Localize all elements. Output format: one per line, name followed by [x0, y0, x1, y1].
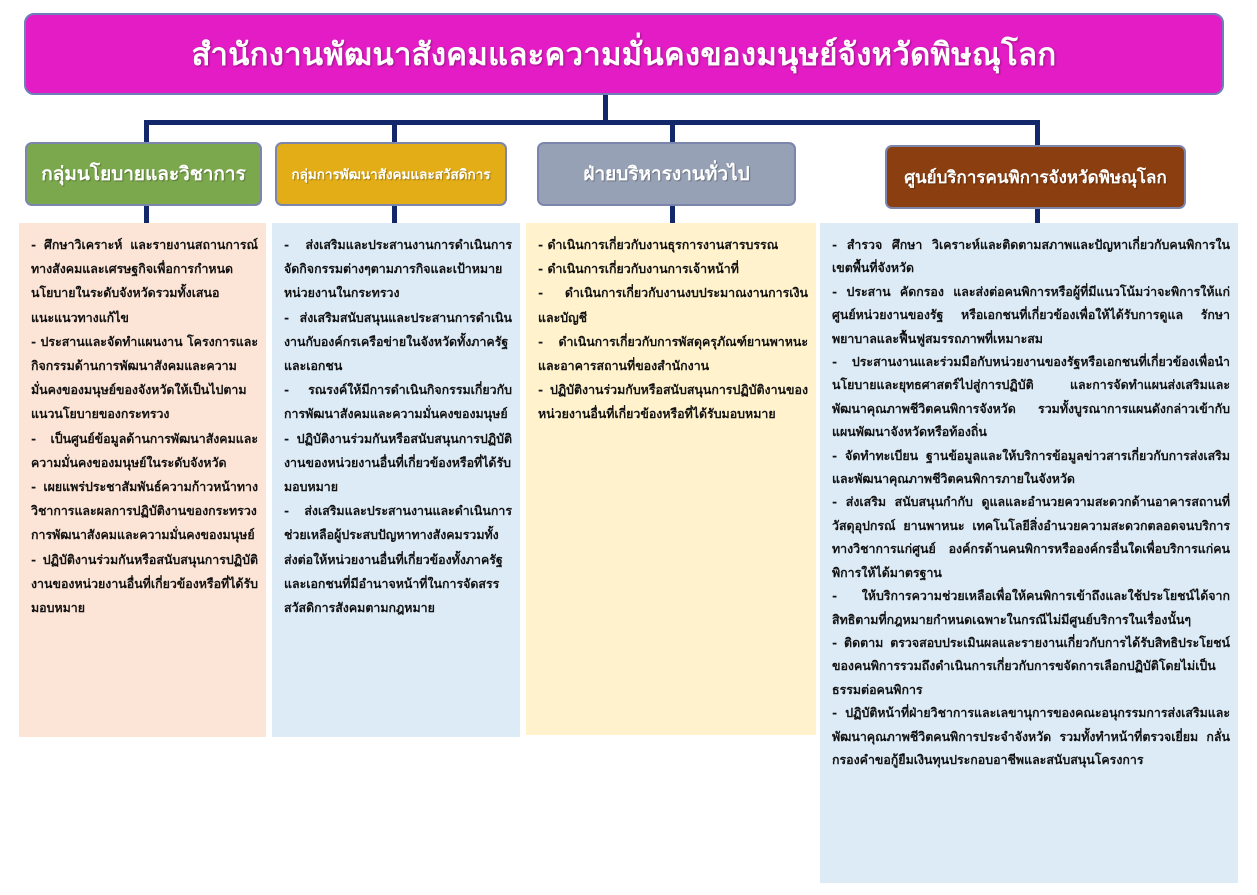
- connector-branch-3: [670, 120, 675, 144]
- connector-branch-1: [144, 120, 149, 144]
- list-item: - ส่งเสริม สนับสนุนกำกับ ดูแลและอำนวยความสะดวกด้านอาคารสถานที่ วัสดุอุปกรณ์ ยานพาหนะ เทคโนโลยีสิ่งอำนวยความสะดวกตลอดจนบริการทางวิชาการแก่ศูนย์ องค์กรด้านคนพิการหรือองค์กรอื่นใดเพื่อบริการแก่คนพิการให้ได้มาตรฐาน: [832, 494, 1230, 580]
- heading-general-admin: [537, 142, 796, 206]
- list-item: - ส่งเสริมและประสานงานและดำเนินการช่วยเหลือผู้ประสบปัญหาทางสังคมรวมทั้งส่งต่อให้หน่วยงานอื่นที่เกี่ยวข้องทั้งภาครัฐและเอกชนที่มีอำนาจหน้าที่ในการจัดสรรสวัสดิการสังคมตามกฎหมาย: [284, 503, 512, 616]
- connector-down-2: [392, 206, 397, 223]
- list-item: - ปฏิบัติงานร่วมกับหรือสนับสนุนการปฏิบัติงานของหน่วยงานอื่นที่เกี่ยวข้องหรือที่ได้รับมอบหมาย: [538, 382, 808, 422]
- heading-social-welfare-text: กลุ่มการพัฒนาสังคมและสวัสดิการ: [291, 167, 491, 183]
- heading-disability-center: [885, 145, 1186, 209]
- list-item: - ส่งเสริมและประสานงานการดำเนินการจัดกิจกรรมต่างๆตามภารกิจและเป้าหมายหน่วยงานในกระทรวง: [284, 237, 512, 301]
- org-title-text: สำนักงานพัฒนาสังคมและความมั่นคงของมนุษย์จังหวัดพิษณุโลก: [191, 37, 1057, 73]
- column-policy-academic: [19, 223, 266, 737]
- list-item: - ปฏิบัติงานร่วมกันหรือสนับสนุนการปฏิบัติงานของหน่วยงานอื่นที่เกี่ยวข้องหรือที่ได้รับมอบหมาย: [284, 430, 512, 495]
- connector-horizontal: [144, 120, 1040, 125]
- connector-down-1: [144, 206, 149, 223]
- connector-branch-2: [392, 120, 397, 144]
- list-item: - ปฏิบัติหน้าที่ฝ่ายวิชาการและเลขานุการของคณะอนุกรรมการส่งเสริมและพัฒนาคุณภาพชีวิตคนพิการประจำจังหวัด รวมทั้งทำหน้าที่ตรวจเยี่ยม กลั่นกรองคำขอกู้ยืมเงินทุนประกอบอาชีพและสนับสนุนโครงการ: [832, 705, 1230, 767]
- list-item: - ปฏิบัติงานร่วมกันหรือสนับสนุนการปฏิบัติงานของหน่วยงานอื่นที่เกี่ยวข้องหรือที่ได้รับมอบหมาย: [31, 551, 259, 616]
- connector-branch-4: [1035, 120, 1040, 146]
- connector-down-4: [1035, 208, 1040, 223]
- org-title: [24, 13, 1224, 95]
- connector-trunk: [603, 95, 608, 123]
- heading-policy-academic-text: กลุ่มนโยบายและวิชาการ: [41, 163, 246, 185]
- list-item: - ศึกษาวิเคราะห์ และรายงานสถานการณ์ทางสังคมและเศรษฐกิจเพื่อการกำหนดนโยบายในระดับจังหวัดรวมทั้งเสนอแนะแนวทางแก้ไข: [31, 237, 258, 325]
- column-social-welfare: [272, 223, 520, 737]
- heading-policy-academic: [25, 142, 262, 206]
- list-item: - ส่งเสริมสนับสนุนและประสานการดำเนินงานกับองค์กรเครือข่ายในจังหวัดทั้งภาครัฐและเอกชน: [284, 309, 512, 374]
- list-item: - ติดตาม ตรวจสอบประเมินผลและรายงานเกี่ยวกับการได้รับสิทธิประโยชน์ของคนพิการรวมถึงดำเนินการเกี่ยวกับการขจัดการเลือกปฏิบัติโดยไม่เป็นธรรมต่อคนพิการ: [832, 634, 1230, 697]
- heading-social-welfare: [275, 142, 507, 206]
- list-item: - เผยแพร่ประชาสัมพันธ์ความก้าวหน้าทางวิชาการและผลการปฏิบัติงานของกระทรวงการพัฒนาสังคมและความมั่นคงของมนุษย์: [31, 479, 258, 543]
- list-item: - ประสานงานและร่วมมือกับหน่วยงานของรัฐหรือเอกชนที่เกี่ยวข้องเพื่อนำนโยบายและยุทธศาสตร์ไปสู่การปฏิบัติ และการจัดทำแผนส่งเสริมและพัฒนาคุณภาพชีวิตคนพิการจังหวัด รวมทั้งบูรณาการแผนดังกล่าวเข้ากับแผนพัฒนาจังหวัดหรือท้องถิ่น: [832, 354, 1230, 440]
- heading-disability-center-text: ศูนย์บริการคนพิการจังหวัดพิษณุโลก: [904, 167, 1167, 188]
- list-item: - ดำเนินการเกี่ยวกับงานการเจ้าหน้าที่: [538, 261, 739, 277]
- list-item: - ประสานและจัดทำแผนงาน โครงการและกิจกรรมด้านการพัฒนาสังคมและความมั่นคงของมนุษย์ของจังหวัดให้เป็นไปตามแนวนโยบายของกระทรวง: [31, 333, 258, 422]
- list-item: - สำรวจ ศึกษา วิเคราะห์และติดตามสภาพและปัญหาเกี่ยวกับคนพิการในเขตพื้นที่จังหวัด: [832, 237, 1230, 276]
- list-item: - ประสาน คัดกรอง และส่งต่อคนพิการหรือผู้ที่มีแนวโน้มว่าจะพิการให้แก่ศูนย์หน่วยงานของรัฐ หรือเอกชนที่เกี่ยวข้องเพื่อให้ได้รับการดูแล รักษาพยาบาลและฟื้นฟูสมรรถภาพที่เหมาะสม: [832, 283, 1230, 346]
- list-item: - เป็นศูนย์ข้อมูลด้านการพัฒนาสังคมและความมั่นคงของมนุษย์ในระดับจังหวัด: [31, 430, 258, 470]
- list-item: - ดำเนินการเกี่ยวกับงานงบประมาณงานการเงินและบัญชี: [538, 285, 808, 325]
- list-item: - ให้บริการความช่วยเหลือเพื่อให้คนพิการเข้าถึงและใช้ประโยชน์ได้จากสิทธิตามที่กฎหมายกำหนดเฉพาะในกรณีไม่มีศูนย์บริการในเรื่องนั้นๆ: [832, 588, 1230, 627]
- column-general-admin: [526, 223, 816, 735]
- list-item: - ดำเนินการเกี่ยวกับการพัสดุครุภัณฑ์ยานพาหนะและอาคารสถานที่ของสำนักงาน: [538, 333, 808, 374]
- connector-down-3: [670, 206, 675, 223]
- heading-general-admin-text: ฝ่ายบริหารงานทั่วไป: [583, 163, 750, 185]
- list-item: - จัดทำทะเบียน ฐานข้อมูลและให้บริการข้อมูลข่าวสารเกี่ยวกับการส่งเสริมและพัฒนาคุณภาพชีวิตคนพิการภายในจังหวัด: [832, 447, 1230, 487]
- list-item: - ดำเนินการเกี่ยวกับงานธุรการงานสารบรรณ: [538, 237, 779, 252]
- list-item: - รณรงค์ให้มีการดำเนินกิจกรรมเกี่ยวกับการพัฒนาสังคมและความมั่นคงของมนุษย์: [284, 382, 512, 422]
- column-disability-center: [820, 223, 1238, 883]
